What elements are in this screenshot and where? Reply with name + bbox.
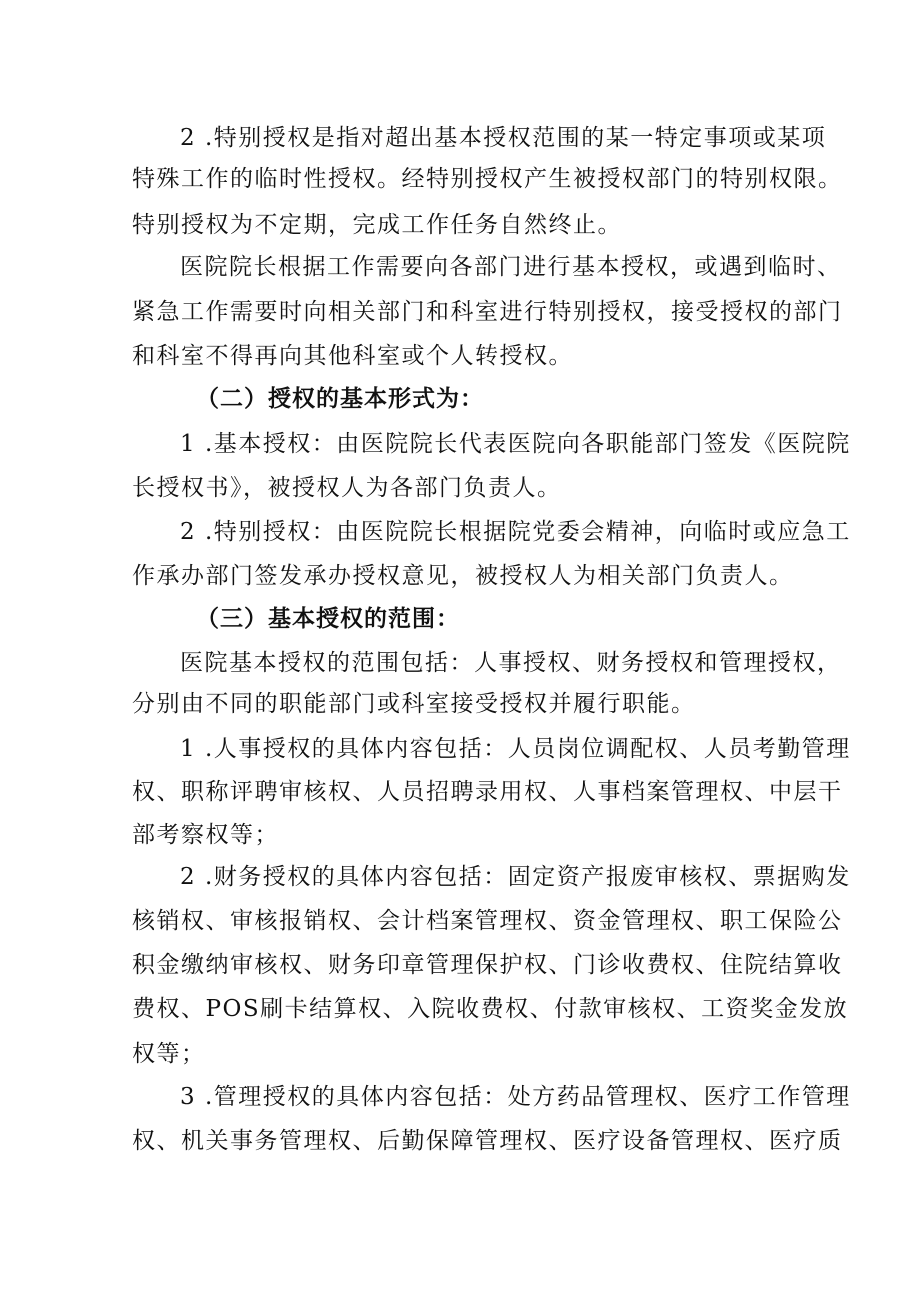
paragraph-line: 积金缴纳审核权、财务印章管理保护权、门诊收费权、住院结算收 xyxy=(132,952,843,978)
paragraph-line: 和科室不得再向其他科室或个人转授权。 xyxy=(132,343,573,369)
paragraph-line: 分别由不同的职能部门或科室接受授权并履行职能。 xyxy=(132,691,696,717)
paragraph-line: 3 .管理授权的具体内容包括：处方药品管理权、医疗工作管理 xyxy=(180,1084,851,1110)
paragraph-line: 费权、POS刷卡结算权、入院收费权、付款审核权、工资奖金发放 xyxy=(132,996,849,1022)
paragraph-line: 2 .特别授权：由医院院长根据院党委会精神，向临时或应急工 xyxy=(180,519,851,545)
paragraph-line: 权、机关事务管理权、后勤保障管理权、医疗设备管理权、医疗质 xyxy=(132,1128,843,1154)
section-heading: （二）授权的基本形式为： xyxy=(196,385,484,412)
paragraph-line: 部考察权等； xyxy=(132,822,279,848)
paragraph-line: 医院院长根据工作需要向各部门进行基本授权，或遇到临时、 xyxy=(180,254,842,280)
paragraph-line: 特殊工作的临时性授权。经特别授权产生被授权部门的特别权限。 xyxy=(132,166,843,192)
paragraph-line: 核销权、审核报销权、会计档案管理权、资金管理权、职工保险公 xyxy=(132,908,843,934)
paragraph-line: 医院基本授权的范围包括：人事授权、财务授权和管理授权， xyxy=(180,650,842,676)
paragraph-line: 2 .特别授权是指对超出基本授权范围的某一特定事项或某项 xyxy=(180,125,827,151)
paragraph-line: 紧急工作需要时向相关部门和科室进行特别授权，接受授权的部门 xyxy=(132,299,843,325)
paragraph-line: 1 .人事授权的具体内容包括：人员岗位调配权、人员考勤管理 xyxy=(180,736,851,762)
paragraph-line: 权等； xyxy=(132,1041,206,1067)
paragraph-line: 权、职称评聘审核权、人员招聘录用权、人事档案管理权、中层干 xyxy=(132,779,843,805)
paragraph-line: 作承办部门签发承办授权意见，被授权人为相关部门负责人。 xyxy=(132,563,794,589)
paragraph-line: 长授权书》，被授权人为各部门负责人。 xyxy=(132,475,562,501)
paragraph-line: 2 .财务授权的具体内容包括：固定资产报废审核权、票据购发 xyxy=(180,864,851,890)
paragraph-line: 1 .基本授权：由医院院长代表医院向各职能部门签发《医院院 xyxy=(180,431,851,457)
paragraph-line: 特别授权为不定期，完成工作任务自然终止。 xyxy=(132,212,622,238)
section-heading: （三）基本授权的范围： xyxy=(196,605,460,632)
